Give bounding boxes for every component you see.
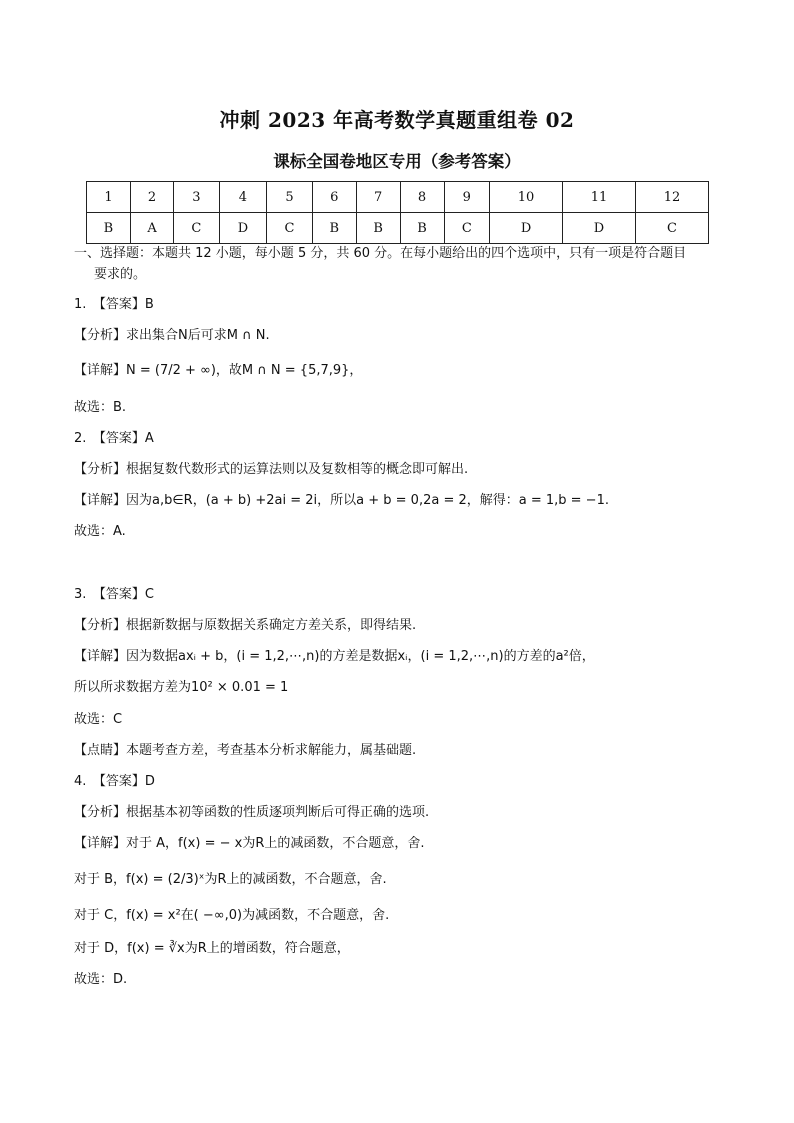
q3-detail: 【详解】因为数据axᵢ + b，(i = 1,2,⋯,n)的方差是数据xᵢ，(i = 1,2,⋯,n)的方差的a²倍， — [74, 649, 595, 664]
q1-analysis: 【分析】求出集合N后可求M ∩ N. — [74, 328, 270, 343]
section-intro: 一、选择题：本题共 12 小题，每小题 5 分，共 60 分。在每小题给出的四个选项中，只有一项是符合题目 — [74, 246, 687, 261]
q4-choice: 故选：D. — [74, 972, 128, 987]
q4-detail-c: 对于 C，f(x) = x²在( −∞,0)为减函数，不合题意，舍. — [74, 908, 390, 923]
q2-analysis: 【分析】根据复数代数形式的运算法则以及复数相等的概念即可解出. — [74, 462, 469, 477]
q2-detail: 【详解】因为a,b∈R，(a + b) +2ai = 2i，所以a + b = 0,2a = 2，解得：a = 1,b = −1. — [74, 493, 609, 508]
question-number-cell: 6 — [312, 182, 356, 213]
q4-detail-a: 【详解】对于 A，f(x) = − x为R上的减函数，不合题意，舍. — [74, 836, 425, 851]
question-number-cell: 1 — [87, 182, 131, 213]
question-number-cell: 10 — [490, 182, 563, 213]
q4-answer: 4. 【答案】D — [74, 774, 155, 789]
q3-choice: 故选：C — [74, 712, 123, 727]
q1-choice: 故选：B. — [74, 400, 127, 415]
answer-cell: D — [563, 213, 636, 244]
answer-cell: D — [219, 213, 267, 244]
q1-detail: 【详解】N = (7/2 + ∞)，故M ∩ N = {5,7,9}， — [74, 363, 363, 378]
question-number-row — [87, 182, 709, 213]
answer-cell: B — [87, 213, 131, 244]
answer-cell: D — [490, 213, 563, 244]
answer-table — [86, 181, 709, 244]
answer-cell: C — [635, 213, 708, 244]
answer-cell: C — [267, 213, 313, 244]
question-number-cell: 4 — [219, 182, 267, 213]
page-subtitle: 课标全国卷地区专用（参考答案） — [273, 152, 521, 171]
q3-answer: 3. 【答案】C — [74, 587, 154, 602]
question-number-cell: 2 — [130, 182, 173, 213]
q3-analysis: 【分析】根据新数据与原数据关系确定方差关系，即得结果. — [74, 618, 417, 633]
page-title: 冲刺 2023 年高考数学真题重组卷 02 — [219, 108, 575, 132]
q2-choice: 故选：A. — [74, 524, 126, 539]
question-number-cell: 9 — [444, 182, 490, 213]
answer-cell: B — [400, 213, 444, 244]
question-number-cell: 5 — [267, 182, 313, 213]
answer-cell: B — [312, 213, 356, 244]
q4-detail-d: 对于 D，f(x) = ∛x为R上的增函数，符合题意， — [74, 941, 350, 956]
answer-cell: C — [174, 213, 220, 244]
answer-cell: A — [130, 213, 173, 244]
answer-cell: B — [356, 213, 400, 244]
q1-answer: 1. 【答案】B — [74, 297, 154, 312]
q2-answer: 2. 【答案】A — [74, 431, 154, 446]
question-number-cell: 11 — [563, 182, 636, 213]
q3-comment: 【点睛】本题考查方差，考查基本分析求解能力，属基础题. — [74, 743, 417, 758]
question-number-cell: 8 — [400, 182, 444, 213]
question-number-cell: 12 — [635, 182, 708, 213]
q4-detail-b: 对于 B，f(x) = (2/3)ˣ为R上的减函数，不合题意，舍. — [74, 872, 387, 887]
question-number-cell: 3 — [174, 182, 220, 213]
question-number-cell: 7 — [356, 182, 400, 213]
q3-detail-cont: 所以所求数据方差为10² × 0.01 = 1 — [74, 680, 289, 695]
q4-analysis: 【分析】根据基本初等函数的性质逐项判断后可得正确的选项. — [74, 805, 430, 820]
section-intro-cont: 要求的。 — [94, 267, 147, 282]
answer-cell: C — [444, 213, 490, 244]
answer-letter-row — [87, 213, 709, 244]
